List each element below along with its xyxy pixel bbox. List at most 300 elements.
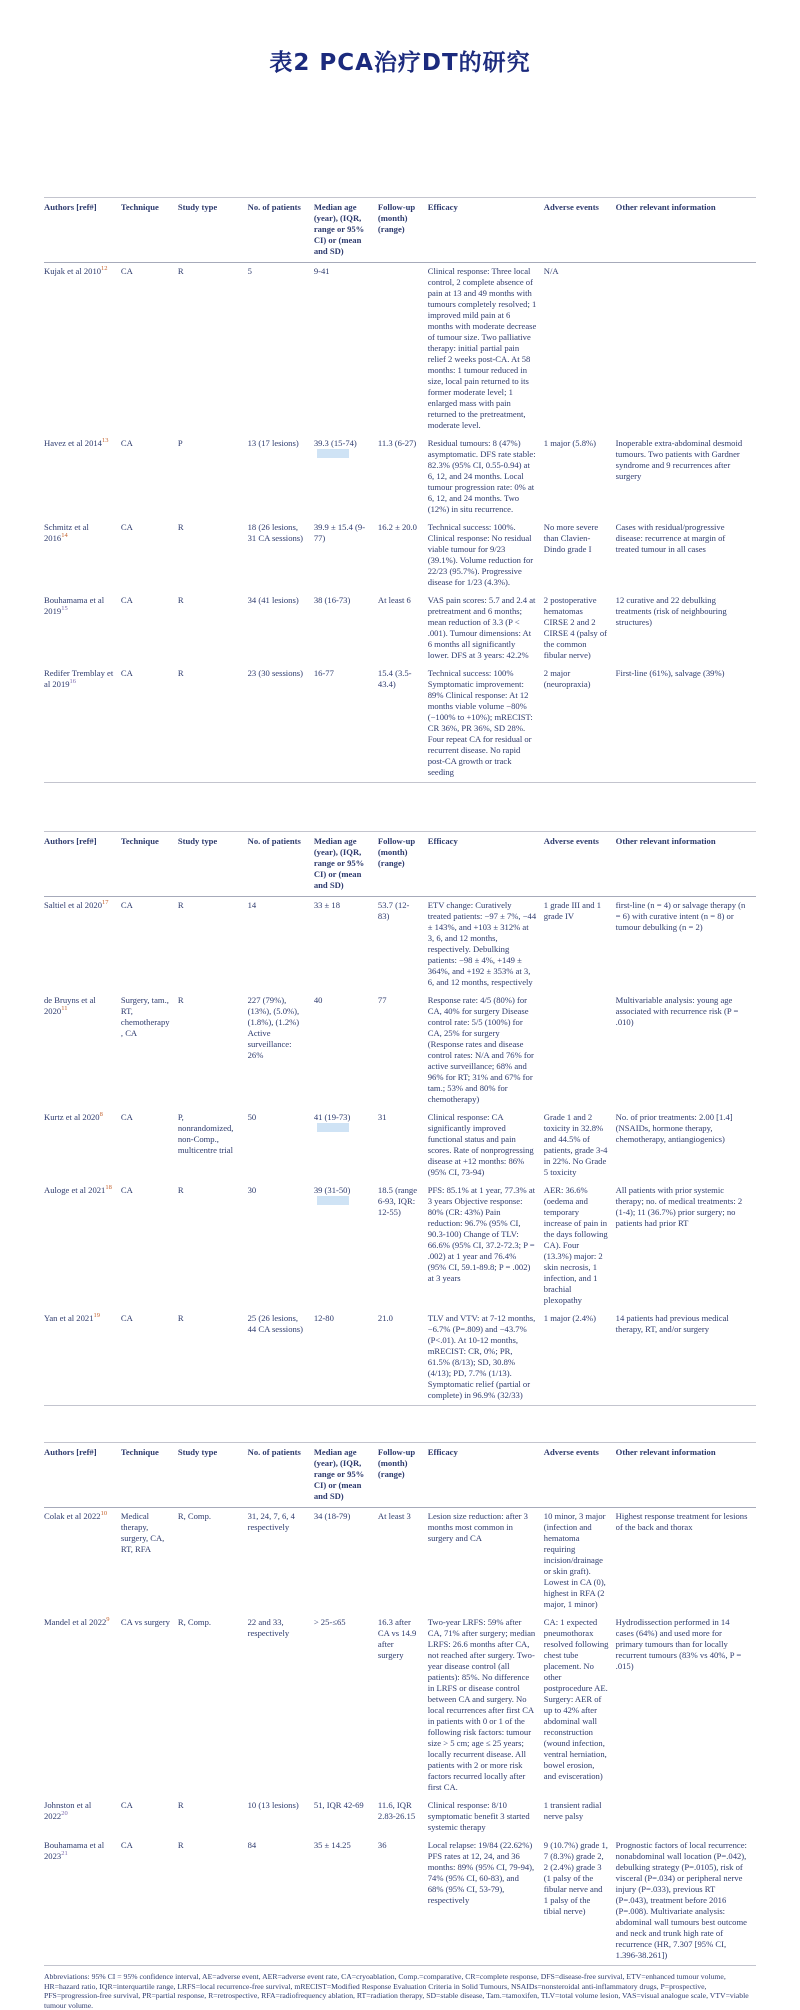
author-citation: Kujak et al 2010 xyxy=(44,266,102,276)
selection-highlight xyxy=(317,1123,349,1132)
followup-cell-text: 36 xyxy=(377,1840,387,1850)
study-type-cell xyxy=(178,665,248,783)
efficacy-cell-text: Technical success: 100%. Clinical response: No residual viable tumour for 9/23 (39.1%). Volume reduction for 22/23 (95.7%). Progressive disease for 1/23 (4.3%). xyxy=(427,522,534,587)
median-age-cell xyxy=(314,897,378,993)
other-info-cell-text: No. of prior treatments: 2.00 [1.4] (NSAIDs, hormone therapy, chemotherapy, antiangiogenics) xyxy=(615,1112,733,1144)
efficacy-cell-text: Clinical response: CA significantly improved functional status and pain scores. Rate of nonprogressing disease at +12 months: 86% (95% CI, 73-94) xyxy=(427,1112,534,1177)
adverse-events-cell xyxy=(544,435,616,519)
reference-link[interactable]: 10 xyxy=(100,1510,108,1518)
followup-cell xyxy=(378,992,428,1109)
patients-cell-text: 10 (13 lesions) xyxy=(247,1800,299,1810)
efficacy-cell-text: Local relapse: 19/84 (22.62%) PFS rates at 12, 24, and 36 months: 89% (95% CI, 79-94), 74% (95% CI, 60-83), and 68% (95% CI, 53-79), respectively xyxy=(427,1840,535,1905)
efficacy-cell-text: Clinical response: Three local control, 2 complete absence of pain at 13 and 49 months with tumours completely resolved; 1 improved mild pain at 6 months with moderate decrease of tumour size. Two palliative therapy: initial partial pain relief 2 weeks post-CA. At 58 months: 1 tumour reduced in size, local pain returned to its former moderate level; 1 enlarged mass with pain returned to the pretreatment, moderate level. xyxy=(427,266,537,430)
adverse-events-cell xyxy=(544,1109,616,1182)
patients-cell xyxy=(248,1508,314,1615)
efficacy-cell-text: Clinical response: 8/10 symptomatic benefit 3 started systemic therapy xyxy=(427,1800,530,1832)
followup-cell xyxy=(378,1109,428,1182)
followup-cell-text: 21.0 xyxy=(377,1313,393,1323)
patients-cell xyxy=(248,897,314,993)
efficacy-cell xyxy=(428,1109,544,1182)
study-type-cell xyxy=(178,263,248,436)
study-type-cell-text: R xyxy=(177,1800,184,1810)
column-header-8: Other relevant information xyxy=(616,832,756,897)
table-row xyxy=(44,1837,756,1966)
median-age-cell-text: 9-41 xyxy=(313,266,330,276)
followup-cell xyxy=(378,1797,428,1837)
author-citation: Havez et al 2014 xyxy=(44,438,102,448)
median-age-cell-text: 33 ± 18 xyxy=(313,900,341,910)
median-age-cell xyxy=(314,1109,378,1182)
patients-cell-text: 31, 24, 7, 6, 4 respectively xyxy=(247,1511,295,1532)
column-header-7: Adverse events xyxy=(544,198,616,263)
technique-cell xyxy=(121,1310,178,1406)
authors-cell xyxy=(44,263,121,436)
patients-cell xyxy=(248,1614,314,1797)
followup-cell-text: 16.2 ± 20.0 xyxy=(377,522,417,532)
adverse-events-cell-text: 1 major (2.4%) xyxy=(543,1313,597,1323)
efficacy-cell-text: VAS pain scores: 5.7 and 2.4 at pretreatment and 6 months; mean reduction of 3.3 (P < .001). Tumour dimensions: At 6 months all significantly lower. DFS at 3 years: 42.2% xyxy=(427,595,536,660)
authors-cell xyxy=(44,897,121,993)
technique-cell-text: CA xyxy=(120,900,133,910)
technique-cell xyxy=(121,592,178,665)
table-header-row xyxy=(44,1443,756,1508)
technique-cell-text: Medical therapy, surgery, CA, RT, RFA xyxy=(120,1511,165,1554)
adverse-events-cell xyxy=(544,519,616,592)
adverse-events-cell-text: 2 postoperative hematomas CIRSE 2 and 2 CIRSE 4 (palsy of the common fibular nerve) xyxy=(543,595,608,660)
technique-cell-text: CA xyxy=(120,668,133,678)
study-type-cell-text: R xyxy=(177,522,184,532)
author-citation: Saltiel et al 2020 xyxy=(44,900,102,910)
followup-cell-text: At least 3 xyxy=(377,1511,411,1521)
column-header-8: Other relevant information xyxy=(616,1443,756,1508)
table-row xyxy=(44,263,756,436)
study-type-cell xyxy=(178,992,248,1109)
authors-cell xyxy=(44,665,121,783)
author-citation: Redifer Tremblay et al 2019 xyxy=(44,668,114,689)
author-citation: Yan et al 2021 xyxy=(44,1313,94,1323)
column-header-8: Other relevant information xyxy=(616,198,756,263)
technique-cell-text: CA xyxy=(120,595,133,605)
efficacy-cell-text: Two-year LRFS: 59% after CA, 71% after surgery; median LRFS: 26.6 months after CA, not reached after surgery. Two-year disease control (all patients): 85%. No difference in LRFS or disease control between CA and surgery. No local recurrences after first CA in patients with 0 or 1 of the following risk factors: tumour size > 5 cm; age ≤ 25 years; locally recurrent disease. All patients with 2 or more risk factors recurred locally after first CA. xyxy=(427,1617,536,1792)
technique-cell-text: CA xyxy=(120,266,133,276)
efficacy-cell xyxy=(428,665,544,783)
study-type-cell-text: R xyxy=(177,266,184,276)
column-header-7: Adverse events xyxy=(544,832,616,897)
technique-cell-text: CA xyxy=(120,1313,133,1323)
table-row xyxy=(44,665,756,783)
study-type-cell xyxy=(178,1837,248,1966)
other-info-cell-text: first-line (n = 4) or salvage therapy (n = 6) with curative intent (n = 8) or tumour debulking (n = 2) xyxy=(615,900,746,932)
table-row xyxy=(44,519,756,592)
other-info-cell xyxy=(616,897,756,993)
abbreviations-footnote: Abbreviations: 95% CI = 95% confidence interval, AE=adverse event, AER=adverse event rate, CA=cryoablation, Comp.=comparative, CR=complete response, DFS=disease-free survival, ETV=enhanced tumour volume, HR=hazard ratio, IQR=interquartile range, LRFS=local recurrence-free survival, mRECIST=Modified Response Evaluation Criteria in Solid Tumours, NSAIDs=nonsteroidal anti-inflammatory drugs, P=prospective, PFS=progression-free survival, PR=partial response, R=retrospective, RFA=radiofrequency ablation, RT=radiation therapy, SD=stable disease, Tam.=tamoxifen, TLV=total volume lesion, VAS=visual analogue scale, VTV=viable tumour volume. xyxy=(44,1972,749,2010)
column-header-1: Technique xyxy=(121,1443,178,1508)
column-header-1: Technique xyxy=(121,832,178,897)
page-title: 表2 PCA治疗DT的研究 xyxy=(269,50,531,76)
median-age-cell-text: 34 (18-79) xyxy=(313,1511,351,1521)
table-row xyxy=(44,1109,756,1182)
adverse-events-cell-text: N/A xyxy=(543,266,559,276)
study-type-cell-text: R xyxy=(177,595,184,605)
author-citation: Bouhamama et al 2019 xyxy=(44,595,105,616)
patients-cell-text: 84 xyxy=(247,1840,257,1850)
column-header-3: No. of patients xyxy=(248,832,314,897)
column-header-6: Efficacy xyxy=(428,1443,544,1508)
followup-cell-text: At least 6 xyxy=(377,595,411,605)
median-age-cell xyxy=(314,1837,378,1966)
other-info-cell xyxy=(616,992,756,1109)
technique-cell-text: CA xyxy=(120,438,133,448)
other-info-cell-text: Multivariable analysis: young age associated with recurrence risk (P = .010) xyxy=(615,995,739,1027)
study-type-cell-text: P, nonrandomized, non-Comp., multicentre trial xyxy=(177,1112,234,1155)
reference-link[interactable]: 9 xyxy=(106,1616,110,1624)
other-info-cell-text: 12 curative and 22 debulking treatments (risk of neighbouring structures) xyxy=(615,595,727,627)
authors-cell xyxy=(44,1508,121,1615)
study-type-cell-text: R xyxy=(177,1313,184,1323)
adverse-events-cell-text: No more severe than Clavien-Dindo grade I xyxy=(543,522,599,554)
followup-cell xyxy=(378,435,428,519)
reference-link[interactable]: 19 xyxy=(93,1312,100,1320)
adverse-events-cell xyxy=(544,897,616,993)
other-info-cell-text: Prognostic factors of local recurrence: nonabdominal wall location (P=.042), debulking strategy (P=.0105), risk of visceral (P=.034) or peripheral nerve injury (P=.033), previous RT (P=.043), treatment before 2016 (P=.008). Multivariate analysis: abdominal wall tumours best outcome and neck and trunk high rate of recurrence (HR, 7.307 [95% CI, 1.396-38.261]) xyxy=(615,1840,747,1960)
study-type-cell-text: R xyxy=(177,995,184,1005)
adverse-events-cell xyxy=(544,1797,616,1837)
study-type-cell-text: R xyxy=(177,668,184,678)
study-type-cell xyxy=(178,519,248,592)
efficacy-cell xyxy=(428,592,544,665)
reference-link[interactable]: 14 xyxy=(61,532,68,540)
other-info-cell xyxy=(616,1182,756,1310)
authors-cell xyxy=(44,1310,121,1406)
reference-link[interactable]: 18 xyxy=(105,1184,112,1192)
column-header-0: Authors [ref#] xyxy=(44,832,121,897)
efficacy-cell-text: Response rate: 4/5 (80%) for CA, 40% for surgery Disease control rate: 5/5 (100%) for CA, 25% for surgery (Response rates and disease control rates: N/A and 76% for active surveillance; 68% and 96% for RT; 31% and 67% for tam.; 53% and 80% for chemotherapy) xyxy=(427,995,534,1104)
column-header-2: Study type xyxy=(178,198,248,263)
other-info-cell xyxy=(616,519,756,592)
technique-cell xyxy=(121,1182,178,1310)
other-info-cell xyxy=(616,592,756,665)
study-type-cell-text: R xyxy=(177,1185,184,1195)
study-type-cell-text: R, Comp. xyxy=(177,1511,212,1521)
adverse-events-cell-text: 2 major (neuropraxia) xyxy=(543,668,591,689)
patients-cell xyxy=(248,263,314,436)
technique-cell xyxy=(121,1109,178,1182)
followup-cell xyxy=(378,1614,428,1797)
other-info-cell xyxy=(616,1797,756,1837)
study-type-cell xyxy=(178,1310,248,1406)
patients-cell-text: 30 xyxy=(247,1185,257,1195)
table-row xyxy=(44,992,756,1109)
selection-highlight xyxy=(317,1196,349,1205)
followup-cell-text: 31 xyxy=(377,1112,387,1122)
reference-link[interactable]: 8 xyxy=(99,1111,103,1119)
authors-cell xyxy=(44,1109,121,1182)
study-type-cell-text: P xyxy=(177,438,183,448)
study-type-cell xyxy=(178,435,248,519)
followup-cell-text: 53.7 (12-83) xyxy=(377,900,410,921)
column-header-0: Authors [ref#] xyxy=(44,198,121,263)
authors-cell xyxy=(44,1182,121,1310)
median-age-cell xyxy=(314,435,378,519)
adverse-events-cell xyxy=(544,1310,616,1406)
patients-cell-text: 22 and 33, respectively xyxy=(247,1617,290,1638)
other-info-cell xyxy=(616,665,756,783)
table-row xyxy=(44,592,756,665)
median-age-cell-text: 51, IQR 42-69 xyxy=(313,1800,364,1810)
followup-cell xyxy=(378,263,428,436)
reference-link[interactable]: 11 xyxy=(61,1005,68,1013)
reference-link[interactable]: 20 xyxy=(61,1810,68,1818)
technique-cell-text: CA xyxy=(120,1112,133,1122)
median-age-cell xyxy=(314,592,378,665)
followup-cell-text: 16.3 after CA vs 14.9 after surgery xyxy=(377,1617,417,1660)
author-citation: de Bruyns et al 2020 xyxy=(44,995,96,1016)
column-header-4: Median age (year), (IQR, range or 95% CI) or (mean and SD) xyxy=(314,1443,378,1508)
patients-cell-text: 23 (30 sessions) xyxy=(247,668,303,678)
other-info-cell xyxy=(616,1310,756,1406)
adverse-events-cell-text: 1 transient radial nerve palsy xyxy=(543,1800,602,1821)
followup-cell xyxy=(378,1310,428,1406)
median-age-cell xyxy=(314,263,378,436)
median-age-cell xyxy=(314,1797,378,1837)
technique-cell xyxy=(121,1614,178,1797)
adverse-events-cell-text: Grade 1 and 2 toxicity in 32.8% and 44.5% of patients, grade 3-4 in 22%. No Grade 5 toxicity xyxy=(543,1112,608,1177)
patients-cell xyxy=(248,992,314,1109)
other-info-cell xyxy=(616,1837,756,1966)
studies-table-section-2 xyxy=(44,831,756,1406)
median-age-cell xyxy=(314,1614,378,1797)
study-type-cell xyxy=(178,1614,248,1797)
median-age-cell-text: 39.9 ± 15.4 (9-77) xyxy=(313,522,366,543)
median-age-cell xyxy=(314,1182,378,1310)
followup-cell xyxy=(378,897,428,993)
median-age-cell-text: 12-80 xyxy=(313,1313,334,1323)
authors-cell xyxy=(44,435,121,519)
column-header-2: Study type xyxy=(178,832,248,897)
reference-link[interactable]: 15 xyxy=(61,605,68,613)
adverse-events-cell-text: 1 major (5.8%) xyxy=(543,438,597,448)
author-citation: Colak et al 2022 xyxy=(44,1511,101,1521)
table-row xyxy=(44,1614,756,1797)
followup-cell xyxy=(378,1182,428,1310)
technique-cell xyxy=(121,1837,178,1966)
reference-link[interactable]: 16 xyxy=(69,678,77,686)
patients-cell xyxy=(248,519,314,592)
patients-cell xyxy=(248,1310,314,1406)
median-age-cell-text: 38 (16-73) xyxy=(313,595,351,605)
adverse-events-cell xyxy=(544,1182,616,1310)
efficacy-cell xyxy=(428,897,544,993)
adverse-events-cell xyxy=(544,1614,616,1797)
column-header-5: Follow-up (month) (range) xyxy=(378,1443,428,1508)
median-age-cell-text: 35 ± 14.25 xyxy=(313,1840,351,1850)
reference-link[interactable]: 13 xyxy=(101,437,109,445)
study-type-cell xyxy=(178,1182,248,1310)
study-type-cell-text: R xyxy=(177,900,184,910)
adverse-events-cell-text: 9 (10.7%) grade 1, 7 (8.3%) grade 2, 2 (2.4%) grade 3 (1 palsy of the fibular nerve and 1 palsy of the tibial nerve) xyxy=(543,1840,608,1916)
patients-cell-text: 13 (17 lesions) xyxy=(247,438,299,448)
technique-cell-text: CA xyxy=(120,522,133,532)
adverse-events-cell xyxy=(544,592,616,665)
technique-cell-text: CA xyxy=(120,1800,133,1810)
column-header-6: Efficacy xyxy=(428,832,544,897)
study-type-cell xyxy=(178,1109,248,1182)
technique-cell-text: CA xyxy=(120,1840,133,1850)
authors-cell xyxy=(44,1614,121,1797)
adverse-events-cell-text: 10 minor, 3 major (infection and hematoma requiring incision/drainage or skin graft). Lowest in CA (0), highest in RFA (2 major, 1 minor) xyxy=(543,1511,606,1609)
patients-cell xyxy=(248,1797,314,1837)
adverse-events-cell xyxy=(544,992,616,1109)
efficacy-cell-text: Residual tumours: 8 (47%) asymptomatic. DFS rate stable: 82.3% (95% CI, 0.55-0.94) at 6, 12, and 24 months. Local tumour progression rate: 0% at 6, 12, and 24 months. Two (12%) in situ recurrence. xyxy=(427,438,536,514)
patients-cell xyxy=(248,665,314,783)
patients-cell-text: 25 (26 lesions, 44 CA sessions) xyxy=(247,1313,303,1334)
adverse-events-cell xyxy=(544,1837,616,1966)
other-info-cell-text: 14 patients had previous medical therapy, RT, and/or surgery xyxy=(615,1313,729,1334)
authors-cell xyxy=(44,992,121,1109)
table-row xyxy=(44,1182,756,1310)
efficacy-cell xyxy=(428,1797,544,1837)
patients-cell xyxy=(248,1182,314,1310)
median-age-cell-text: 40 xyxy=(313,995,323,1005)
median-age-cell-text: 41 (19-73) xyxy=(313,1112,351,1122)
adverse-events-cell xyxy=(544,263,616,436)
table-row xyxy=(44,435,756,519)
study-type-cell-text: R xyxy=(177,1840,184,1850)
column-header-7: Adverse events xyxy=(544,1443,616,1508)
author-citation: Auloge et al 2021 xyxy=(44,1185,106,1195)
patients-cell xyxy=(248,1837,314,1966)
efficacy-cell xyxy=(428,1182,544,1310)
efficacy-cell xyxy=(428,263,544,436)
author-citation: Mandel et al 2022 xyxy=(44,1617,107,1627)
adverse-events-cell-text: 1 grade III and 1 grade IV xyxy=(543,900,602,921)
technique-cell xyxy=(121,519,178,592)
reference-link[interactable]: 21 xyxy=(61,1850,68,1858)
median-age-cell xyxy=(314,992,378,1109)
followup-cell-text: 18.5 (range 6-93, IQR: 12-55) xyxy=(377,1185,418,1217)
technique-cell xyxy=(121,665,178,783)
other-info-cell xyxy=(616,1508,756,1615)
author-citation: Schmitz et al 2016 xyxy=(44,522,89,543)
median-age-cell xyxy=(314,1310,378,1406)
column-header-0: Authors [ref#] xyxy=(44,1443,121,1508)
efficacy-cell xyxy=(428,1837,544,1966)
median-age-cell xyxy=(314,519,378,592)
column-header-4: Median age (year), (IQR, range or 95% CI) or (mean and SD) xyxy=(314,832,378,897)
adverse-events-cell-text: AER: 36.6% (oedema and temporary increase of pain in the days following CA). Four (13.3%) major: 2 skin necrosis, 1 infection, and 1 brachial plexopathy xyxy=(543,1185,608,1305)
technique-cell xyxy=(121,897,178,993)
patients-cell-text: 5 xyxy=(247,266,252,276)
efficacy-cell-text: ETV change: Curatively treated patients: −97 ± 7%, −44 ± 143%, and +103 ± 312% at 3, 6, and 12 months, respectively. Debulking patients: −98 ± 4%, +149 ± 364%, and +192 ± 353% at 3, 6, and 12 months, respectively xyxy=(427,900,537,987)
table-row xyxy=(44,1310,756,1406)
other-info-cell-text: All patients with prior systemic therapy; no. of medical treatments: 2 (1-4); 11 (36.7%) prior surgery; no patients had prior RT xyxy=(615,1185,743,1228)
study-type-cell xyxy=(178,592,248,665)
patients-cell xyxy=(248,1109,314,1182)
studies-table-section-3 xyxy=(44,1442,756,1966)
patients-cell-text: 18 (26 lesions, 31 CA sessions) xyxy=(247,522,303,543)
table-row xyxy=(44,1508,756,1615)
median-age-cell-text: 16-77 xyxy=(313,668,334,678)
authors-cell xyxy=(44,1797,121,1837)
median-age-cell-text: 39.3 (15-74) xyxy=(313,438,357,448)
column-header-3: No. of patients xyxy=(248,1443,314,1508)
study-type-cell xyxy=(178,1508,248,1615)
efficacy-cell-text: Technical success: 100% Symptomatic improvement: 89% Clinical response: At 12 months viable volume −80% (−100% to +10%); mRECIST: CR 36%, PR 36%, SD 28%. Four repeat CA for residual or recurrent disease. No rapid post-CA growth or track seeding xyxy=(427,668,533,777)
efficacy-cell xyxy=(428,992,544,1109)
author-citation: Kurtz et al 2020 xyxy=(44,1112,100,1122)
patients-cell-text: 34 (41 lesions) xyxy=(247,595,299,605)
authors-cell xyxy=(44,519,121,592)
technique-cell xyxy=(121,1797,178,1837)
column-header-6: Efficacy xyxy=(428,198,544,263)
efficacy-cell-text: TLV and VTV: at 7-12 months, −6.7% (P=.809) and −43.7% (P<.01). At 10-12 months, mRECIST: CR, 0%; PR, 61.5% (8/13); SD, 30.8% (4/13); PD, 7.7% (1/13). Symptomatic relief (partial or complete) in 96.9% (32/33) xyxy=(427,1313,536,1400)
column-header-4: Median age (year), (IQR, range or 95% CI) or (mean and SD) xyxy=(314,198,378,263)
other-info-cell xyxy=(616,1109,756,1182)
followup-cell xyxy=(378,1508,428,1615)
other-info-cell xyxy=(616,435,756,519)
technique-cell-text: Surgery, tam., RT, chemotherapy, CA xyxy=(120,995,170,1038)
author-citation: Johnston et al 2022 xyxy=(44,1800,92,1821)
other-info-cell-text: Hydrodissection performed in 14 cases (64%) and used more for primary tumours than for locally recurrent tumours (83% vs 40%, P = .015) xyxy=(615,1617,742,1671)
column-header-5: Follow-up (month) (range) xyxy=(378,198,428,263)
other-info-cell-text: First-line (61%), salvage (39%) xyxy=(615,668,725,678)
column-header-3: No. of patients xyxy=(248,198,314,263)
other-info-cell xyxy=(616,1614,756,1797)
followup-cell xyxy=(378,1837,428,1966)
table-row xyxy=(44,897,756,993)
efficacy-cell xyxy=(428,435,544,519)
efficacy-cell xyxy=(428,1310,544,1406)
technique-cell xyxy=(121,1508,178,1615)
table-row xyxy=(44,1797,756,1837)
adverse-events-cell xyxy=(544,665,616,783)
median-age-cell-text: > 25-≤65 xyxy=(313,1617,346,1627)
column-header-1: Technique xyxy=(121,198,178,263)
efficacy-cell-text: PFS: 85.1% at 1 year, 77.3% at 3 years Objective response: 80% (CR: 43%) Pain reduction: 96.7% (95% CI, 90.3-100) Change of TLV: 66.6% (95% CI, 37.2-72.3; P = .002) at 1 year and 76.4% (95% CI, 59.1-89.8; P = .002) at 3 years xyxy=(427,1185,536,1283)
efficacy-cell-text: Lesion size reduction: after 3 months most common in surgery and CA xyxy=(427,1511,528,1543)
table-header-row xyxy=(44,832,756,897)
studies-table-section-1 xyxy=(44,197,756,783)
patients-cell xyxy=(248,435,314,519)
author-citation: Bouhamama et al 2023 xyxy=(44,1840,105,1861)
other-info-cell-text: Highest response treatment for lesions of the back and thorax xyxy=(615,1511,748,1532)
technique-cell-text: CA vs surgery xyxy=(120,1617,170,1627)
reference-link[interactable]: 17 xyxy=(102,899,109,907)
patients-cell-text: 227 (79%), (13%), (5.0%), (1.8%), (1.2%) Active surveillance: 26% xyxy=(247,995,300,1060)
adverse-events-cell-text: CA: 1 expected pneumothorax resolved following chest tube placement. No other postprocedure AE. Surgery: AER of up to 42% after abdominal wall reconstruction (wound infection, ventral herniation, bowel erosion, and evisceration) xyxy=(543,1617,609,1781)
other-info-cell xyxy=(616,263,756,436)
followup-cell-text: 11.3 (6-27) xyxy=(377,438,417,448)
technique-cell xyxy=(121,263,178,436)
study-type-cell xyxy=(178,897,248,993)
median-age-cell xyxy=(314,1508,378,1615)
study-type-cell xyxy=(178,1797,248,1837)
followup-cell xyxy=(378,665,428,783)
patients-cell-text: 50 xyxy=(247,1112,257,1122)
column-header-2: Study type xyxy=(178,1443,248,1508)
followup-cell xyxy=(378,519,428,592)
median-age-cell-text: 39 (31-50) xyxy=(313,1185,351,1195)
technique-cell-text: CA xyxy=(120,1185,133,1195)
other-info-cell-text: Inoperable extra-abdominal desmoid tumours. Two patients with Gardner syndrome and 9 recurrences after surgery xyxy=(615,438,743,481)
followup-cell-text: 77 xyxy=(377,995,387,1005)
efficacy-cell xyxy=(428,1614,544,1797)
authors-cell xyxy=(44,592,121,665)
technique-cell xyxy=(121,992,178,1109)
authors-cell xyxy=(44,1837,121,1966)
reference-link[interactable]: 12 xyxy=(101,265,108,273)
column-header-5: Follow-up (month) (range) xyxy=(378,832,428,897)
